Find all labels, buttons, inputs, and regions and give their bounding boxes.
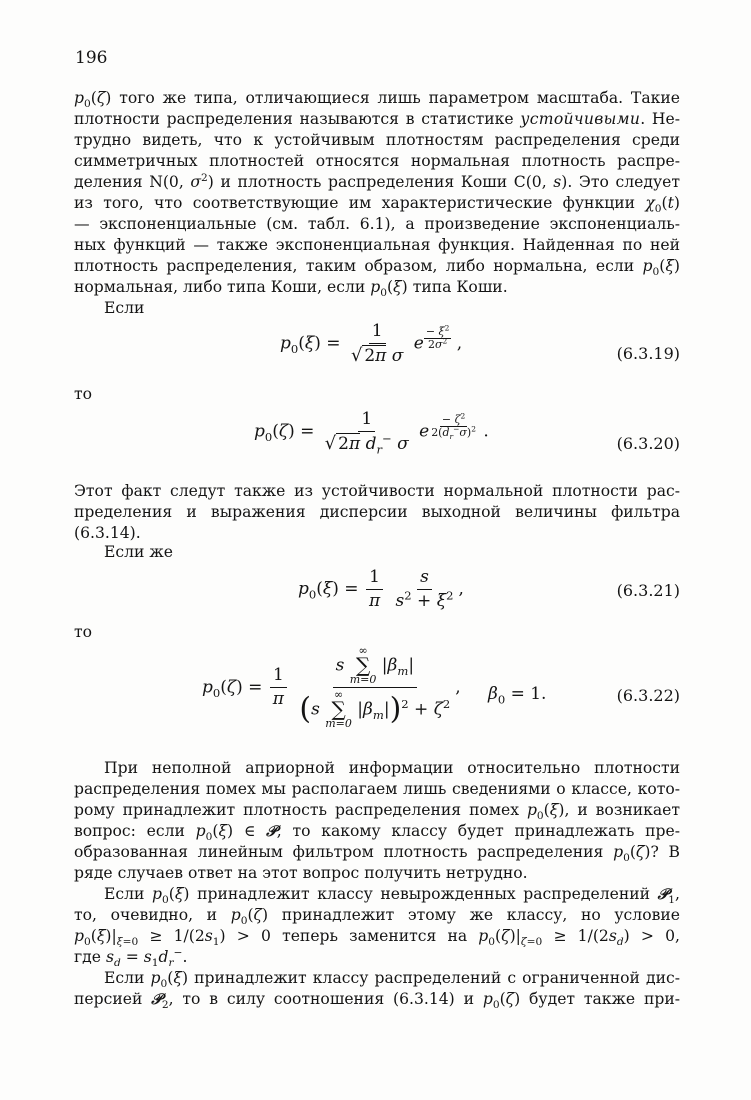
equation-6-3-22: $p_0(\zeta)$ = $\frac{1}{\pi}$ s ∞ ∑ m=0 $|\beta_m|$ (s ∞ ∑ m=0 $|\beta_m|)^2 + \zeta^2$ , <box>202 644 461 731</box>
text-line: то, очевидно, и $p_0(\zeta)$ принадлежит этому же классу, но условие <box>74 906 680 928</box>
text-line: Если $p_0(\xi)$ принадлежит классу невырожденных распределений 𝒫$_1$, <box>104 885 680 907</box>
word-esli: Если <box>104 299 145 317</box>
text-line: образованная линейным фильтром плотность распределения $p_0(\zeta)$? В <box>74 843 680 865</box>
text-line: вопрос: если $p_0(\xi)$ ∈ 𝒫, то какому классу будет принадлежать пре- <box>74 822 680 844</box>
text-line: $p_0(\zeta)$ того же типа, отличающиеся лишь параметром масштаба. Такие <box>74 89 680 111</box>
text-line: При неполной априорной информации относительно плотности <box>104 759 680 777</box>
emphasis-text: устойчивыми <box>520 110 641 128</box>
text-line: нормальная, либо типа Коши, если $p_0(\xi)$ типа Коши. <box>74 278 508 300</box>
text-line: пределения и выражения дисперсии выходной величины фильтра <box>74 503 680 521</box>
equation-number: (6.3.21) <box>616 581 680 600</box>
text-line: трудно видеть, что к устойчивым плотностям распределения среди <box>74 131 680 149</box>
equation-6-3-19: $p_0(\xi)$ = $\frac{1}{\text{√ 2π σ}}$ e $\frac{- \xi^2}{2\sigma^2}$ , <box>280 321 463 366</box>
equation-6-3-21: $p_0(\xi)$ = $\frac{1}{\pi}$ $\frac{s}{s^2 + \xi^2}$ , <box>298 567 464 611</box>
word-to: то <box>74 385 93 403</box>
equation-side-condition: $\beta_0 = 1$. <box>488 684 547 707</box>
equation-6-3-20: $p_0(\zeta)$ = $\frac{1}{√ 2\pi d_r^- \sigma}$ e $\frac{- \zeta^2}{2(d_r^-\sigma)^2}$ . <box>254 409 489 456</box>
text-line: персией 𝒫$_2$, то в силу соотношения (6.3.14) и $p_0(\zeta)$ будет также при- <box>74 990 680 1012</box>
text-line: $p_0(\xi)|_{\xi=0} \ge 1/(2s_1) > 0$ теперь заменится на $p_0(\zeta)|_{\zeta=0} \ge 1/(2s_d) > 0$, <box>74 927 680 949</box>
text-line: плотности распределения называются в статистике устойчивыми. Не- <box>74 110 680 128</box>
text-line: ряде случаев ответ на этот вопрос получить нетрудно. <box>74 864 528 882</box>
word-to: то <box>74 623 93 641</box>
text-line: плотность распределения, таким образом, либо нормальна, если $p_0(\xi)$ <box>74 257 680 279</box>
equation-number: (6.3.19) <box>616 344 680 363</box>
text-line: — экспоненциальные (см. табл. 6.1), а произведение экспоненциаль- <box>74 215 680 233</box>
text-line: ных функций — также экспоненциальная функция. Найденная по ней <box>74 236 680 254</box>
text-line: рому принадлежит плотность распределения помех $p_0(\xi)$, и возникает <box>74 801 681 823</box>
text-line: симметричных плотностей относятся нормальная плотность распре- <box>74 152 680 170</box>
text-line: (6.3.14). <box>74 524 141 542</box>
word-esli-zhe: Если же <box>104 543 173 561</box>
text-line: распределения помех мы располагаем лишь сведениями о классе, кото- <box>74 780 680 798</box>
page-number: 196 <box>75 48 108 68</box>
text-line: из того, что соответствующие им характеристические функции $\chi_0(t)$ <box>74 194 680 216</box>
text-line: Если $p_0(\xi)$ принадлежит классу распределений с ограниченной дис- <box>104 969 680 991</box>
equation-number: (6.3.22) <box>616 686 680 705</box>
text-line: Этот факт следут также из устойчивости нормальной плотности рас- <box>74 482 680 500</box>
equation-number: (6.3.20) <box>616 434 680 453</box>
text-line: где $s_d = s_1d_r^-$. <box>74 946 188 970</box>
text-line: деления N(0, $\sigma^2$) и плотность распределения Коши C(0, s). Это следует <box>74 171 680 191</box>
